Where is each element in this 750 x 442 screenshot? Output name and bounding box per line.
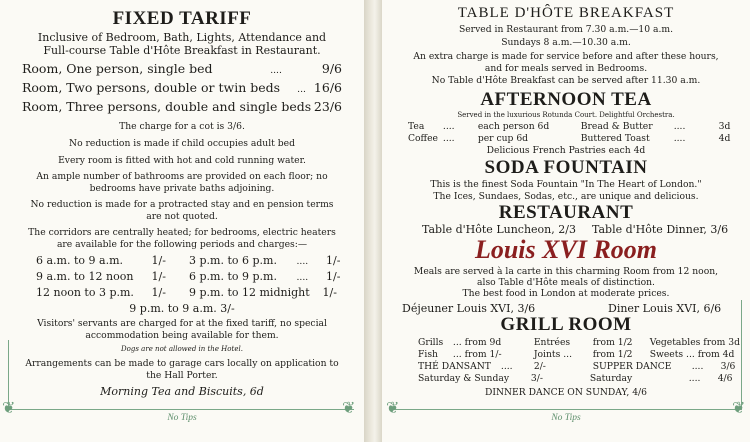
- room-label: Room, Two persons, double or twin beds: [22, 80, 281, 95]
- tea-price: 4d: [718, 133, 731, 144]
- louis-description: Meals are served à la carte in this charming Room from 12 noon,: [413, 266, 719, 277]
- garage-note: Arrangements can be made to garage cars locally on application to: [25, 358, 339, 369]
- luncheon-price: Table d'Hôte Luncheon, 2/3: [422, 223, 576, 236]
- bathrooms-note: bedrooms have private baths adjoining.: [89, 183, 275, 194]
- supper-price: 3/6: [720, 361, 736, 372]
- corner-ornament-icon: ❦: [732, 398, 746, 417]
- heater-period: 3 p.m. to 6 p.m.: [189, 254, 277, 267]
- heater-row: [36, 270, 341, 283]
- leader-dots: ....: [270, 65, 282, 76]
- tea-row: [408, 133, 731, 144]
- leader-dots: ....: [442, 121, 455, 132]
- right-page: [382, 0, 750, 442]
- tea-price: each person 6d: [477, 121, 550, 132]
- the-dansant: THÉ DANSANT: [418, 361, 491, 372]
- room-price: 23/6: [313, 99, 342, 114]
- restaurant-title: RESTAURANT: [498, 202, 634, 223]
- bathrooms-note: An ample number of bathrooms are provided on each floor; no: [36, 171, 328, 182]
- room-label: Room, One person, single bed: [22, 61, 213, 76]
- leader-dots: ....: [673, 121, 686, 132]
- diner-price: Diner Louis XVI, 6/6: [608, 302, 722, 315]
- protracted-stay-note: No reduction is made for a protracted stay and en pension terms: [30, 199, 334, 210]
- fixed-tariff-title: FIXED TARIFF: [112, 8, 252, 29]
- running-water: Every room is fitted with hot and cold running water.: [58, 155, 306, 166]
- page-fold: [364, 0, 382, 442]
- heater-price: 1/-: [322, 286, 337, 299]
- leader-dots: ....: [296, 256, 309, 267]
- heater-period: 6 p.m. to 9 p.m.: [189, 270, 277, 283]
- dance-row: [418, 373, 738, 384]
- soda-fountain-title: SODA FOUNTAIN: [484, 157, 648, 178]
- leader-dots: ...: [297, 84, 306, 95]
- grill-item: Fish: [418, 349, 438, 360]
- tea-price: per cup 6d: [477, 133, 529, 144]
- room-price: 9/6: [321, 61, 342, 76]
- grill-room-title: GRILL ROOM: [500, 314, 632, 335]
- grill-item: Vegetables from 3d: [649, 337, 740, 348]
- grill-item: Grills: [418, 337, 444, 348]
- extra-charge-note: No Table d'Hôte Breakfast can be served after 11.30 a.m.: [431, 75, 701, 86]
- intro-line: Full-course Table d'Hôte Breakfast in Restaurant.: [43, 44, 321, 57]
- tea-item: Tea: [408, 121, 425, 132]
- heater-price: 1/-: [151, 254, 166, 267]
- corner-ornament-icon: ❦: [342, 398, 356, 417]
- leader-dots: ....: [500, 361, 513, 372]
- tea-pastries: Delicious French Pastries each 4d: [486, 145, 646, 156]
- no-reduction-child: No reduction is made if child occupies adult bed: [69, 138, 295, 149]
- dinner-dance-sunday: DINNER DANCE ON SUNDAY, 4/6: [484, 387, 648, 398]
- extra-charge-note: An extra charge is made for service before and after these hours,: [413, 51, 719, 62]
- weekend-price: 3/-: [530, 373, 543, 384]
- corner-ornament-icon: ❦: [2, 398, 16, 417]
- breakfast-title: TABLE D'HÔTE BREAKFAST: [457, 5, 675, 21]
- breakfast-hours: Sundays 8 a.m.—10.30 a.m.: [501, 37, 631, 48]
- heater-price: 1/-: [151, 270, 166, 283]
- heating-note: The corridors are centrally heated; for bedrooms, electric heaters: [28, 227, 336, 238]
- heater-period: 12 noon to 3 p.m.: [36, 286, 134, 299]
- grill-row: [418, 349, 738, 360]
- tea-price: 3d: [718, 121, 731, 132]
- heater-row: [36, 286, 336, 299]
- afternoon-tea-title: AFTERNOON TEA: [480, 89, 652, 110]
- heater-price: 1/-: [326, 270, 341, 283]
- room-rate-row: [22, 80, 342, 95]
- soda-description: The Ices, Sundaes, Sodas, etc., are unique and delicious.: [433, 191, 699, 202]
- grill-item: Entrées: [533, 337, 571, 348]
- leader-dots: ....: [442, 133, 455, 144]
- louis-description: The best food in London at moderate prices.: [462, 288, 670, 299]
- breakfast-hours: Served in Restaurant from 7.30 a.m.—10 a.m.: [458, 24, 674, 35]
- left-border-bottom: [8, 409, 354, 410]
- louis-xvi-room-title: Louis XVI Room: [474, 235, 658, 264]
- protracted-stay-note: are not quoted.: [146, 211, 218, 222]
- dogs-note: Dogs are not allowed in the Hotel.: [121, 345, 243, 353]
- corner-ornament-icon: ❦: [386, 398, 400, 417]
- tea-item: Coffee: [408, 133, 438, 144]
- room-rate-row: [22, 61, 342, 76]
- no-tips-label: No Tips: [551, 413, 581, 423]
- tea-row: [408, 121, 731, 132]
- grill-price: ... from 1/-: [452, 349, 502, 360]
- no-tips-label: No Tips: [167, 413, 197, 423]
- leader-dots: ....: [296, 272, 309, 283]
- garage-note: the Hall Porter.: [146, 370, 218, 381]
- tea-subtitle: Served in the luxurious Rotunda Court. Delightful Orchestra.: [457, 111, 675, 119]
- grill-item: Sweets ... from 4d: [649, 349, 735, 360]
- morning-tea: Morning Tea and Biscuits, 6d: [100, 385, 264, 398]
- room-rate-row: [22, 99, 342, 114]
- saturday-sunday: Saturday & Sunday: [418, 373, 510, 384]
- grill-item: Joints ...: [533, 349, 573, 360]
- heater-overnight: 9 p.m. to 9 a.m. 3/-: [129, 302, 235, 315]
- heater-row: [36, 254, 341, 267]
- leader-dots: ....: [688, 373, 701, 384]
- room-price: 16/6: [313, 80, 342, 95]
- heater-period: 6 a.m. to 9 a.m.: [36, 254, 123, 267]
- servants-note: accommodation being available for them.: [85, 330, 279, 341]
- room-label: Room, Three persons, double and single beds: [22, 99, 312, 114]
- leader-dots: ....: [691, 361, 704, 372]
- grill-price: from 1/2: [592, 349, 633, 360]
- heater-period: 9 a.m. to 12 noon: [36, 270, 134, 283]
- tea-item: Bread & Butter: [580, 121, 653, 132]
- heater-price: 1/-: [326, 254, 341, 267]
- dance-row: [418, 361, 738, 372]
- extra-charge-note: and for meals served in Bedrooms.: [484, 63, 648, 74]
- grill-price: ... from 9d: [452, 337, 502, 348]
- heater-price: 1/-: [151, 286, 166, 299]
- supper-dance: SUPPER DANCE: [592, 361, 672, 372]
- heater-period: 9 p.m. to 12 midnight: [189, 286, 310, 299]
- tea-item: Buttered Toast: [580, 133, 650, 144]
- dansant-price: 2/-: [533, 361, 546, 372]
- soda-description: This is the finest Soda Fountain "In The Heart of London.": [430, 179, 702, 190]
- saturday: Saturday: [589, 373, 633, 384]
- dejeuner-price: Déjeuner Louis XVI, 3/6: [402, 302, 536, 315]
- left-page: [0, 0, 364, 442]
- dinner-price: Table d'Hôte Dinner, 3/6: [592, 223, 729, 236]
- grill-row: [418, 337, 738, 348]
- saturday-price: 4/6: [717, 373, 733, 384]
- heating-note: are available for the following periods and charges:—: [56, 239, 308, 250]
- right-border-bottom: [392, 409, 742, 410]
- intro-line: Inclusive of Bedroom, Bath, Lights, Attendance and: [37, 31, 327, 44]
- louis-description: also Table d'Hôte meals of distinction.: [477, 277, 655, 288]
- servants-note: Visitors' servants are charged for at the fixed tariff, no special: [37, 318, 327, 329]
- leader-dots: ....: [673, 133, 686, 144]
- grill-price: from 1/2: [592, 337, 633, 348]
- cot-charge: The charge for a cot is 3/6.: [119, 121, 245, 132]
